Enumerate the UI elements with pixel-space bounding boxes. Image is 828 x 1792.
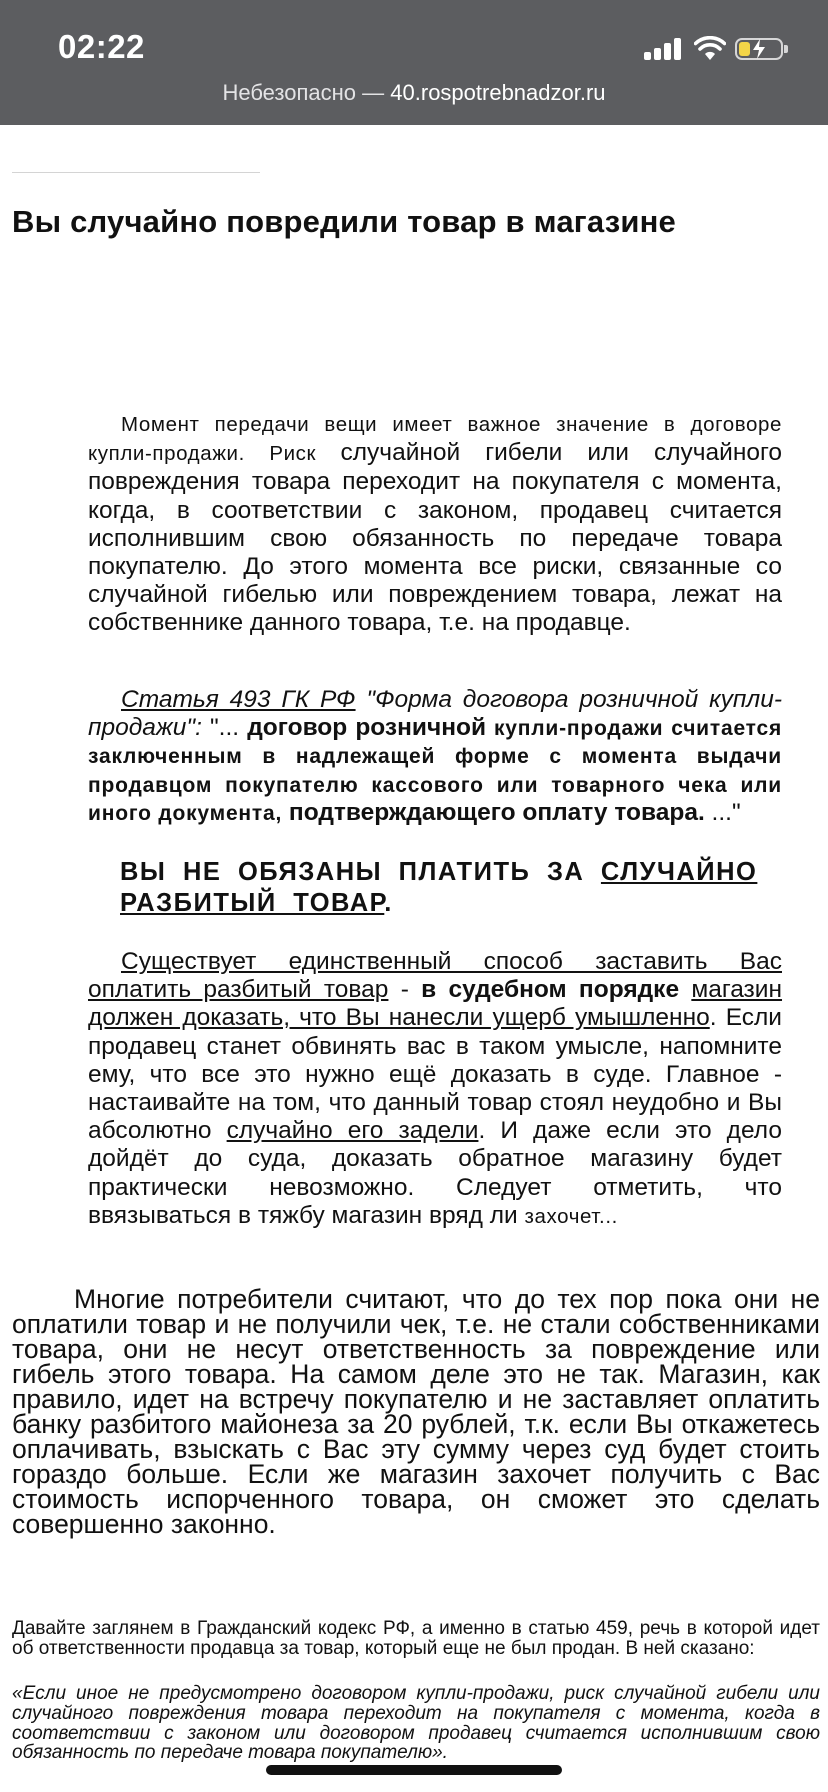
warning-callout [120, 857, 820, 919]
status-and-address-bar [0, 0, 828, 125]
p3-small: захочет... [524, 1204, 618, 1228]
quote-bold-b: купли-продажи считается заключенным в надлежащей форме с момента выдачи продавцом покупателю кассового или товарного чека или иного документа, [88, 717, 782, 825]
quote-open: "... [201, 714, 248, 742]
battery-icon [735, 38, 783, 60]
p3-space [679, 976, 691, 1003]
p3-bold: в судебном порядке [421, 976, 680, 1004]
paragraph-risk [88, 410, 782, 638]
p3-underline-2: магазин должен доказать, что Вы нанесли ущерб умышленно [88, 976, 783, 1032]
quote-article-459: «Если иное не предусмотрено договором купли-продажи, риск случайной гибели или случайного повреждения товара переходит на покупателя с момента, когда в соответствии с законом или договором продавец считается исполнившим свою обязанность по передаче товара покупателю». [12, 1683, 820, 1764]
quote-close: ..." [704, 798, 741, 826]
divider [12, 172, 260, 173]
p3-text-1: . Если продавец станет обвинять вас в таком умысле, напомните ему, что все это нужно ещё доказать в суде. Главное - настаивайте на том, что данный товар стоял неудобно и Вы абсолютно [88, 1004, 782, 1145]
p3-underline-3: случайно его задели [226, 1117, 479, 1145]
url-host: 40.rospotrebnadzor.ru [390, 80, 606, 105]
article-493-title: "Форма договора розничной купли-продажи": [88, 686, 782, 742]
article-title: Вы случайно повредили товар в магазине [12, 204, 676, 239]
quote-bold-a: договор розничной [247, 714, 487, 742]
paragraph-article-493 [88, 686, 782, 827]
p3-text-2: . И даже если это дело дойдёт до суда, доказать обратное магазину будет практически невозможно. Следует отметить, что ввязываться в тяжбу магазин вряд ли [88, 1117, 782, 1229]
article-493-link[interactable]: Статья 493 ГК РФ [121, 686, 356, 713]
quote-bold-c: подтверждающего оплату товара. [282, 798, 705, 826]
p1-main: случайной гибели или случайного повреждения товара переходит на покупателя с момента, когда, в соответствии с законом, продавец считается исполнившим свою обязанность по передаче товара покупателю. До этого момента все риски, связанные со случайной гибелью или повреждением товара, лежат на собственнике данного товара, т.е. на продавце. [88, 439, 782, 637]
paragraph-consumers: Многие потребители считают, что до тех пор пока они не оплатили товар и не получили чек, т.е. не стали собственниками товара, они не несут ответственность за повреждение или гибель этого товара. На самом деле это не так. Магазин, как правило, идет на встречу покупателю и не заставляет оплатить банку разбитого майонеза за 20 рублей, т.к. если Вы откажетесь оплачивать, взыскать с Вас эту сумму через суд будет стоить гораздо больше. Если же магазин захочет получить с Вас стоимость испорченного товара, он сможет это сделать совершенно законно. [12, 1284, 820, 1539]
home-indicator[interactable] [266, 1765, 562, 1775]
address-bar[interactable] [0, 80, 828, 106]
p3-underline-1: Существует единственный способ заставить Вас оплатить разбитый товар [88, 948, 782, 1004]
p1-small: Момент передачи вещи имеет важное значение в договоре купли-продажи. Риск [88, 413, 782, 466]
status-time: 02:22 [58, 28, 145, 65]
warning-text-b: СЛУЧАЙНО РАЗБИТЫЙ ТОВАР [120, 858, 758, 917]
wifi-icon [694, 36, 726, 62]
signal-icon [644, 36, 684, 62]
paragraph-court [88, 948, 782, 1231]
warning-text-c: . [384, 889, 393, 917]
paragraph-civil-code: Давайте заглянем в Гражданский кодекс РФ, а именно в статью 459, речь в которой идет об ответственности продавца за товар, который еще не был продан. В ней сказано: [12, 1618, 820, 1659]
url-security-label: Небезопасно — [222, 80, 391, 105]
warning-text-a: ВЫ НЕ ОБЯЗАНЫ ПЛАТИТЬ ЗА [120, 858, 601, 886]
p3-dash: - [388, 976, 422, 1004]
